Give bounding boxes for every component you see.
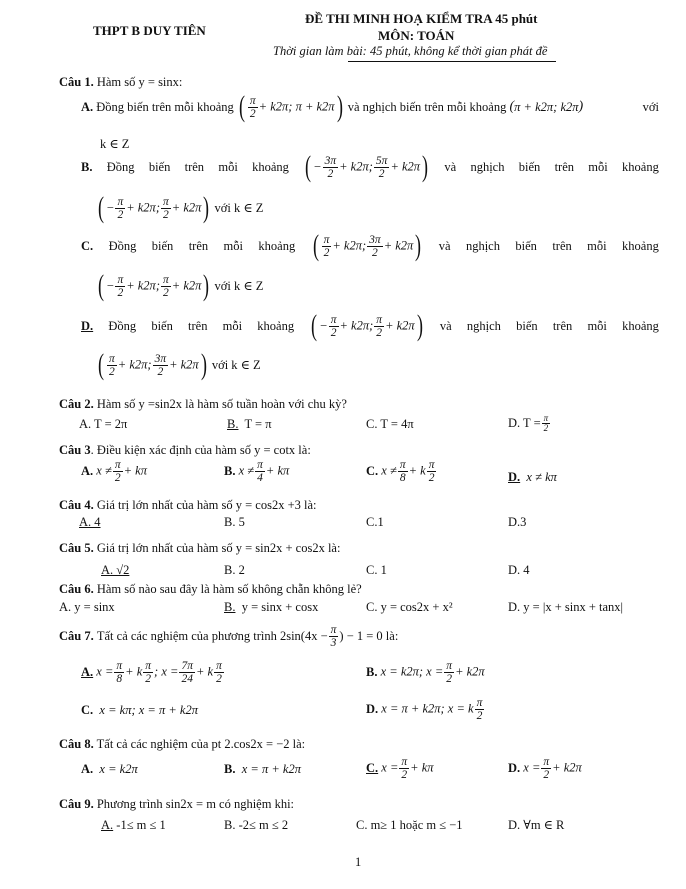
word: mỗi <box>587 238 607 253</box>
q4-option-a: A. 4 <box>79 515 101 529</box>
question-label: Câu 9. <box>59 797 94 811</box>
option-text: y = sinx + cosx <box>241 600 319 614</box>
word: biến <box>151 318 173 333</box>
q7-option-a: A. x = $\frac{\pi}{8}$ + k $\frac{\pi}{2}$ ; x = $\frac{7\pi}{24}$ + k $\frac{\pi}{2}$ <box>81 660 222 685</box>
q8-option-c: C. x = $\frac{\pi}{2}$ + kπ <box>366 756 434 781</box>
option-text-3: với <box>642 99 659 114</box>
time-note: Thời gian làm bài: 45 phút, không kể thời gian phát đề <box>273 44 548 58</box>
word: Đồng <box>108 318 137 333</box>
q9-option-c: C. m≥ 1 hoặc m ≤ −1 <box>356 818 463 832</box>
q1-option-d: D. Đồng biến trên mỗi khoảng ( − $\frac{\pi}{2}$ + k2π; $\frac{\pi}{2}$ + k2π ) và nghịch biến trên mỗi khoảng <box>81 309 659 342</box>
q9-option-d: D. ∀m ∈ R <box>508 818 565 832</box>
q3-option-d <box>508 471 557 484</box>
option-text: T = π <box>244 417 272 431</box>
question-text: Phương trình sin2x = m có nghiệm khi: <box>96 797 295 811</box>
word: mỗi <box>587 318 607 333</box>
option-label: D. T = <box>508 416 541 431</box>
word: trên <box>184 159 205 174</box>
word: biến <box>516 318 538 333</box>
word: mỗi <box>588 159 608 174</box>
q4-option-b: B. 5 <box>224 515 245 529</box>
page-number: 1 <box>355 855 362 869</box>
word: khoảng <box>622 159 659 174</box>
q3-option-b: B. x ≠ $\frac{\pi}{4}$ + kπ <box>224 459 290 484</box>
question-6 <box>59 583 362 596</box>
option-label: A. <box>81 464 94 479</box>
option-text: x = k2π <box>99 762 138 776</box>
q2-option-d <box>508 414 551 433</box>
option-label: A. <box>81 99 94 114</box>
question-text: Hàm số y = sinx: <box>96 75 183 89</box>
q2-option-a: A. T = 2π <box>79 417 128 431</box>
word: và <box>438 238 451 253</box>
subject-title: MÔN: TOÁN <box>378 28 455 43</box>
question-label: Câu 8. <box>59 737 94 751</box>
question-label: Câu 3 <box>59 443 91 457</box>
word: khoảng <box>257 318 295 333</box>
word: trên <box>188 318 208 333</box>
q5-option-d: D. 4 <box>508 563 530 577</box>
word: biến <box>515 238 537 253</box>
word: khoảng <box>252 159 289 174</box>
question-7: Câu 7. Tất cả các nghiệm của phương trình 2sin(4x − $\frac{\pi}{3}$ ) − 1 = 0 là: <box>59 624 399 649</box>
question-1 <box>59 76 182 89</box>
option-label: A. <box>101 818 114 832</box>
q6-option-a: A. y = sinx <box>59 600 115 614</box>
word: mỗi <box>222 318 243 333</box>
option-label: D. <box>508 470 521 484</box>
q6-option-d: D. y = |x + sinx + tanx| <box>508 600 624 614</box>
option-label: C. <box>366 464 379 479</box>
option-label: B. <box>224 600 236 614</box>
word: khoảng <box>258 238 296 253</box>
q9-option-a <box>101 819 166 832</box>
option-text: -1≤ m ≤ 1 <box>116 818 166 832</box>
option-label: B. <box>224 464 236 479</box>
option-label: C. <box>81 238 94 253</box>
q7-option-c <box>81 704 198 717</box>
question-label: Câu 6. <box>59 582 94 596</box>
q5-option-a: A. √2 <box>101 563 130 577</box>
option-tail: với k ∈ Z <box>214 278 264 293</box>
word: biến <box>151 238 174 253</box>
q2-option-c: C. T = 4π <box>366 417 414 431</box>
question-text: Giá trị lớn nhất của hàm số y = cos2x +3 là: <box>96 498 317 512</box>
option-tail: với k ∈ Z <box>211 357 261 372</box>
q5-option-b: B. 2 <box>224 563 245 577</box>
question-label: Câu 2. <box>59 397 94 411</box>
option-label: C. <box>81 703 94 717</box>
q4-option-c: C.1 <box>366 515 384 529</box>
question-label: Câu 7. <box>59 629 94 644</box>
option-text: x = kπ; x = π + k2π <box>99 703 198 717</box>
word: mỗi <box>218 159 238 174</box>
q8-option-a <box>81 763 138 776</box>
q1-option-b-line2: ( − $\frac{\pi}{2}$ + k2π; $\frac{\pi}{2}$ + k2π ) với k ∈ Z <box>98 191 264 224</box>
q1-option-c-line2: ( − $\frac{\pi}{2}$ + k2π; $\frac{\pi}{2}$ + k2π ) với k ∈ Z <box>98 269 264 302</box>
q1-option-d-line2: ( $\frac{\pi}{2}$ + k2π; $\frac{3\pi}{2}$ + k2π ) với k ∈ Z <box>98 348 261 381</box>
question-label: Câu 4. <box>59 498 94 512</box>
q5-option-c: C. 1 <box>366 563 387 577</box>
option-text: Đồng biến trên mỗi khoảng <box>96 99 234 114</box>
exam-title: ĐỀ THI MINH HOẠ KIỂM TRA 45 phút <box>305 11 538 26</box>
question-4 <box>59 499 316 512</box>
q3-option-a: A. x ≠ $\frac{\pi}{2}$ + kπ <box>81 459 147 484</box>
word: và <box>439 318 452 333</box>
q1-option-b: B. Đồng biến trên mỗi khoảng ( − $\frac{3\pi}{2}$ + k2π; $\frac{5\pi}{2}$ + k2π ) và nghịch biến trên mỗi khoảng <box>81 150 659 183</box>
word: khoảng <box>622 318 659 333</box>
option-label: D. <box>81 318 94 333</box>
option-label: B. <box>227 417 239 431</box>
word: Đồng <box>106 159 135 174</box>
word: trên <box>188 238 209 253</box>
word: khoảng <box>622 238 659 253</box>
option-label: C. <box>366 761 379 776</box>
word: trên <box>554 159 574 174</box>
option-label: A. <box>81 665 94 680</box>
q9-option-b: B. -2≤ m ≤ 2 <box>224 818 289 832</box>
word: nghịch <box>466 318 501 333</box>
option-text: x = π + k2π <box>241 762 301 776</box>
word: nghịch <box>465 238 500 253</box>
question-9 <box>59 798 294 811</box>
q1-option-a-k: k ∈ Z <box>100 137 130 151</box>
option-text-2: và nghịch biến trên mỗi khoảng <box>347 99 507 114</box>
option-label: B. <box>81 159 93 174</box>
question-text: Hàm số y =sin2x là hàm số tuần hoàn với chu kỳ? <box>96 397 347 411</box>
question-text: Giá trị lớn nhất của hàm số y = sin2x + cos2x là: <box>96 541 341 555</box>
question-label: Câu 1. <box>59 75 94 89</box>
q3-option-c: C. x ≠ $\frac{\pi}{8}$ + k $\frac{\pi}{2}$ <box>366 459 435 484</box>
question-text: . Điều kiện xác định của hàm số y = cotx là: <box>90 443 311 457</box>
option-label: A. <box>81 762 94 776</box>
header-underline <box>348 61 556 62</box>
fraction-denominator: 2 <box>543 423 549 433</box>
q6-option-c: C. y = cos2x + x² <box>366 600 453 614</box>
word: biến <box>518 159 541 174</box>
word: Đồng <box>108 238 137 253</box>
question-label: Câu 5. <box>59 541 94 555</box>
word: trên <box>552 238 572 253</box>
option-tail: với k ∈ Z <box>214 200 264 215</box>
word: nghịch <box>470 159 505 174</box>
option-label: D. <box>508 761 521 776</box>
option-label: B. <box>366 665 378 680</box>
word: và <box>444 159 457 174</box>
option-label: B. <box>224 762 236 776</box>
word: mỗi <box>223 238 243 253</box>
school-name: THPT B DUY TIÊN <box>93 23 206 38</box>
question-text: Hàm số nào sau đây là hàm số không chẵn không lẻ? <box>96 582 362 596</box>
q1-option-a: A. Đồng biến trên mỗi khoảng ( $\frac{\pi}{2}$ + k2π; π + k2π ) và nghịch biến trên mỗi khoảng ( π + k2π; k2π ) với <box>81 90 659 123</box>
word: trên <box>552 318 573 333</box>
q2-option-b <box>227 418 272 431</box>
q6-option-b <box>224 601 318 614</box>
fraction-numerator: π <box>543 413 549 423</box>
question-3 <box>59 444 311 457</box>
question-text-tail: ) − 1 = 0 là: <box>339 629 399 644</box>
q7-option-d: D. x = π + k2π; x = k $\frac{\pi}{2}$ <box>366 697 483 722</box>
question-2 <box>59 398 347 411</box>
q8-option-b <box>224 763 301 776</box>
question-8 <box>59 738 305 751</box>
question-text: Tất cả các nghiệm của pt 2.cos2x = −2 là: <box>96 737 306 751</box>
q1-option-c: C. Đồng biến trên mỗi khoảng ( $\frac{\pi}{2}$ + k2π; $\frac{3\pi}{2}$ + k2π ) và nghịch biến trên mỗi khoảng <box>81 229 659 262</box>
q7-option-b: B. x = k2π; x = $\frac{\pi}{2}$ + k2π <box>366 660 485 685</box>
question-text: Tất cả các nghiệm của phương trình 2sin(4x − <box>96 629 328 644</box>
word: biến <box>148 159 171 174</box>
question-5 <box>59 542 340 555</box>
q8-option-d: D. x = $\frac{\pi}{2}$ + k2π <box>508 756 582 781</box>
option-label: D. <box>366 702 379 717</box>
q4-option-d: D.3 <box>508 515 527 529</box>
option-text: x ≠ kπ <box>526 470 557 484</box>
